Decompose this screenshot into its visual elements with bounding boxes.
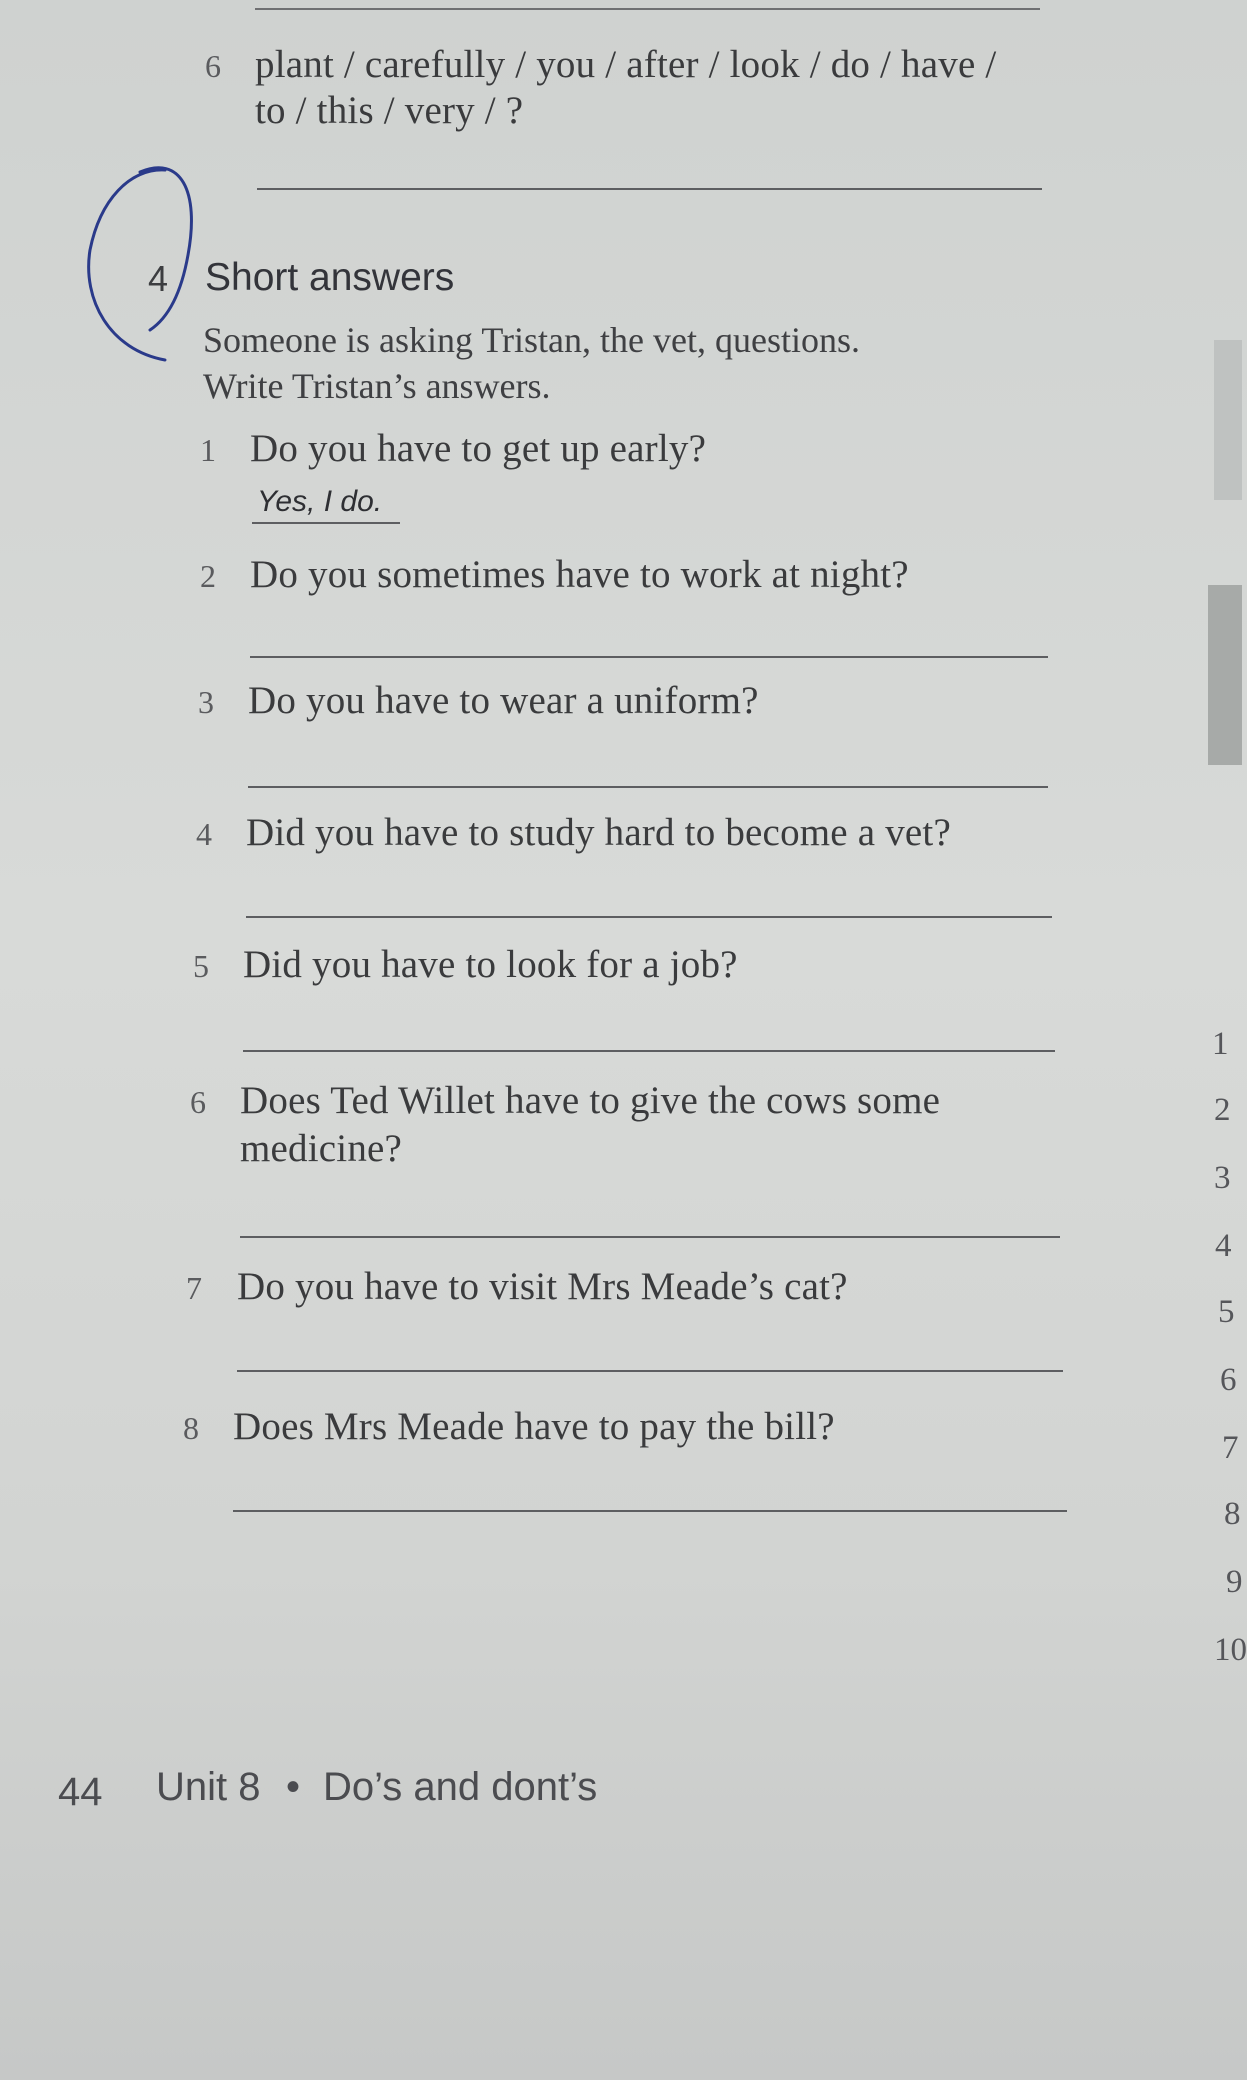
- answer-line[interactable]: [233, 1510, 1067, 1512]
- adjacent-page-shadow: [1208, 585, 1242, 765]
- answer-line[interactable]: [250, 656, 1048, 658]
- page-number: 44: [58, 1770, 103, 1814]
- adjacent-page-number: 4: [1215, 1228, 1232, 1264]
- answer-line[interactable]: [243, 1050, 1055, 1052]
- prev-item-number: 6: [205, 48, 221, 84]
- unit-title: Do’s and dont’s: [323, 1765, 598, 1809]
- answer-line[interactable]: [237, 1370, 1063, 1372]
- instruction-line2: Write Tristan’s answers.: [203, 366, 551, 406]
- question-text: Did you have to study hard to become a vet?: [246, 811, 951, 854]
- question-number: 3: [198, 684, 214, 720]
- question-text: Do you have to visit Mrs Meade’s cat?: [237, 1265, 848, 1308]
- exercise-number: 4: [148, 258, 169, 299]
- unit-label: Unit 8: [156, 1765, 261, 1809]
- adjacent-page-number: 9: [1226, 1564, 1243, 1600]
- footer-separator: •: [286, 1765, 301, 1809]
- pen-circle-mark: [70, 160, 220, 380]
- adjacent-page-number: 2: [1214, 1092, 1231, 1128]
- adjacent-page-number: 6: [1220, 1362, 1237, 1398]
- question-text: Did you have to look for a job?: [243, 943, 738, 986]
- question-number: 1: [200, 432, 216, 468]
- example-answer-line: [252, 522, 400, 524]
- adjacent-page-edge: [1214, 340, 1242, 500]
- adjacent-page-number: 3: [1214, 1160, 1231, 1196]
- adjacent-page-number: 5: [1218, 1294, 1235, 1330]
- example-answer: Yes, I do.: [257, 485, 383, 518]
- adjacent-page-number: 8: [1224, 1496, 1241, 1532]
- adjacent-page-number: 1: [1212, 1026, 1229, 1062]
- question-text: Does Ted Willet have to give the cows some: [240, 1079, 941, 1122]
- question-text: Do you have to wear a uniform?: [248, 679, 759, 722]
- prev-item-text-line2: to / this / very / ?: [255, 89, 524, 132]
- question-number: 6: [190, 1084, 206, 1120]
- question-number: 4: [196, 816, 212, 852]
- answer-line-prev: [255, 8, 1040, 10]
- exercise-title: Short answers: [205, 256, 455, 299]
- prev-answer-line: [257, 188, 1042, 190]
- question-text: Do you sometimes have to work at night?: [250, 553, 909, 596]
- adjacent-page-number: 7: [1222, 1430, 1239, 1466]
- adjacent-page-number: 10: [1214, 1632, 1247, 1668]
- question-number: 8: [183, 1410, 199, 1446]
- question-text: Do you have to get up early?: [250, 427, 707, 470]
- answer-line[interactable]: [248, 786, 1048, 788]
- instruction-line1: Someone is asking Tristan, the vet, questions.: [203, 320, 860, 360]
- question-number: 2: [200, 558, 216, 594]
- answer-line[interactable]: [246, 916, 1052, 918]
- question-text: Does Mrs Meade have to pay the bill?: [233, 1405, 835, 1448]
- prev-item-text-line1: plant / carefully / you / after / look / do / have /: [255, 43, 997, 86]
- question-number: 7: [186, 1270, 202, 1306]
- question-text-cont: medicine?: [240, 1127, 403, 1170]
- question-number: 5: [193, 948, 209, 984]
- answer-line[interactable]: [240, 1236, 1060, 1238]
